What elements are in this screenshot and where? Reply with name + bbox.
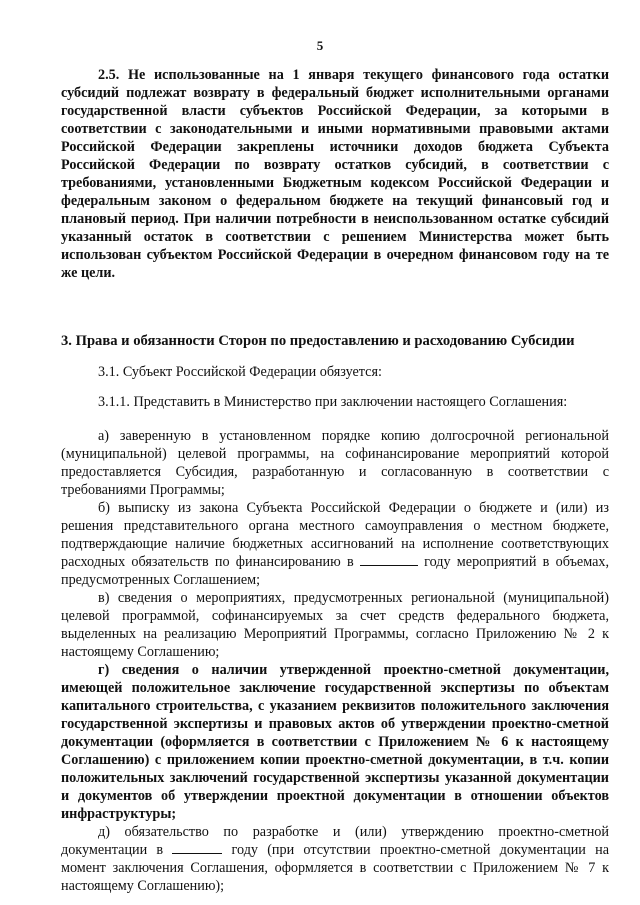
item-v: в) сведения о мероприятиях, предусмотренных региональной (муниципальной) целевой программой, софинансируемых за счет средств федерального бюджета, выделенных на реализацию Мероприятий Программы, согласно Приложению № 2 к настоящему Соглашению; xyxy=(61,590,609,660)
item-b-text-end: году мероприятий в объемах, предусмотренных Соглашением; xyxy=(61,554,610,588)
item-b-text-start: б) выписку из закона Субъекта Российской Федерации о бюджете и (или) из решения представительного органа местного самоуправления о местном бюджете, подтверждающие наличие бюджетных ассигнований на исполнение соответствующих расходных обязательств по финансированию в xyxy=(61,500,609,570)
item-d-text-end: году (при отсутствии проектно-сметной документации на момент заключения Соглашения, оформляется в соответствии с Приложением № 7 к настоящему Соглашению); xyxy=(61,842,609,894)
page-number: 5 xyxy=(316,38,324,53)
paragraph-2-5: 2.5. Не использованные на 1 января текущего финансового года остатки субсидий подлежат возврату в федеральный бюджет исполнительными органами государственной власти субъектов Российской Федерации, за которыми в соответствии с законодательными и иными нормативными правовыми актами Российской Федерации закреплены источники доходов бюджета Субъекта Российской Федерации по возврату остатков субсидий, в соответствии с требованиями, установленными Бюджетным кодексом Российской Федерации и федеральным законом о федеральном бюджете на текущий финансовый год и плановый период. При наличии потребности в неиспользованном остатке субсидий указанный остаток в соответствии с решением Министерства может быть использован субъектом Российской Федерации в очередном финансовом году на те же цели. xyxy=(61,67,609,281)
section-3-heading: 3. Права и обязанности Сторон по предоставлению и расходованию Субсидии xyxy=(61,333,575,349)
year-blank-field-d xyxy=(172,841,222,854)
item-a: а) заверенную в установленном порядке копию долгосрочной региональной (муниципальной) целевой программы, на софинансирование мероприятий которой предоставляется Субсидия, разработанную и согласованную в соответствии с требованиями Программы; xyxy=(61,428,609,498)
item-b xyxy=(61,499,609,589)
year-blank-field xyxy=(360,553,418,566)
paragraph-3-1: 3.1. Субъект Российской Федерации обязуется: xyxy=(98,364,382,380)
item-d xyxy=(61,823,609,895)
paragraph-3-1-1: 3.1.1. Представить в Министерство при заключении настоящего Соглашения: xyxy=(98,394,568,410)
item-g: г) сведения о наличии утвержденной проектно-сметной документации, имеющей положительное заключение государственной экспертизы по объектам капитального строительства, с указанием реквизитов положительного заключения государственной экспертизы и правовых актов об утверждении проектно-сметной документации (оформляется в соответствии с Приложением № 6 к настоящему Соглашению) с приложением копии проектно-сметной документации, в т.ч. копии положительных заключений государственной экспертизы указанной документации и документов об утверждении проектной документации в отношении объектов инфраструктуры; xyxy=(61,662,609,822)
item-d-text-start: д) обязательство по разработке и (или) утверждению проектно-сметной документации в xyxy=(61,824,609,858)
document-body xyxy=(61,66,609,895)
